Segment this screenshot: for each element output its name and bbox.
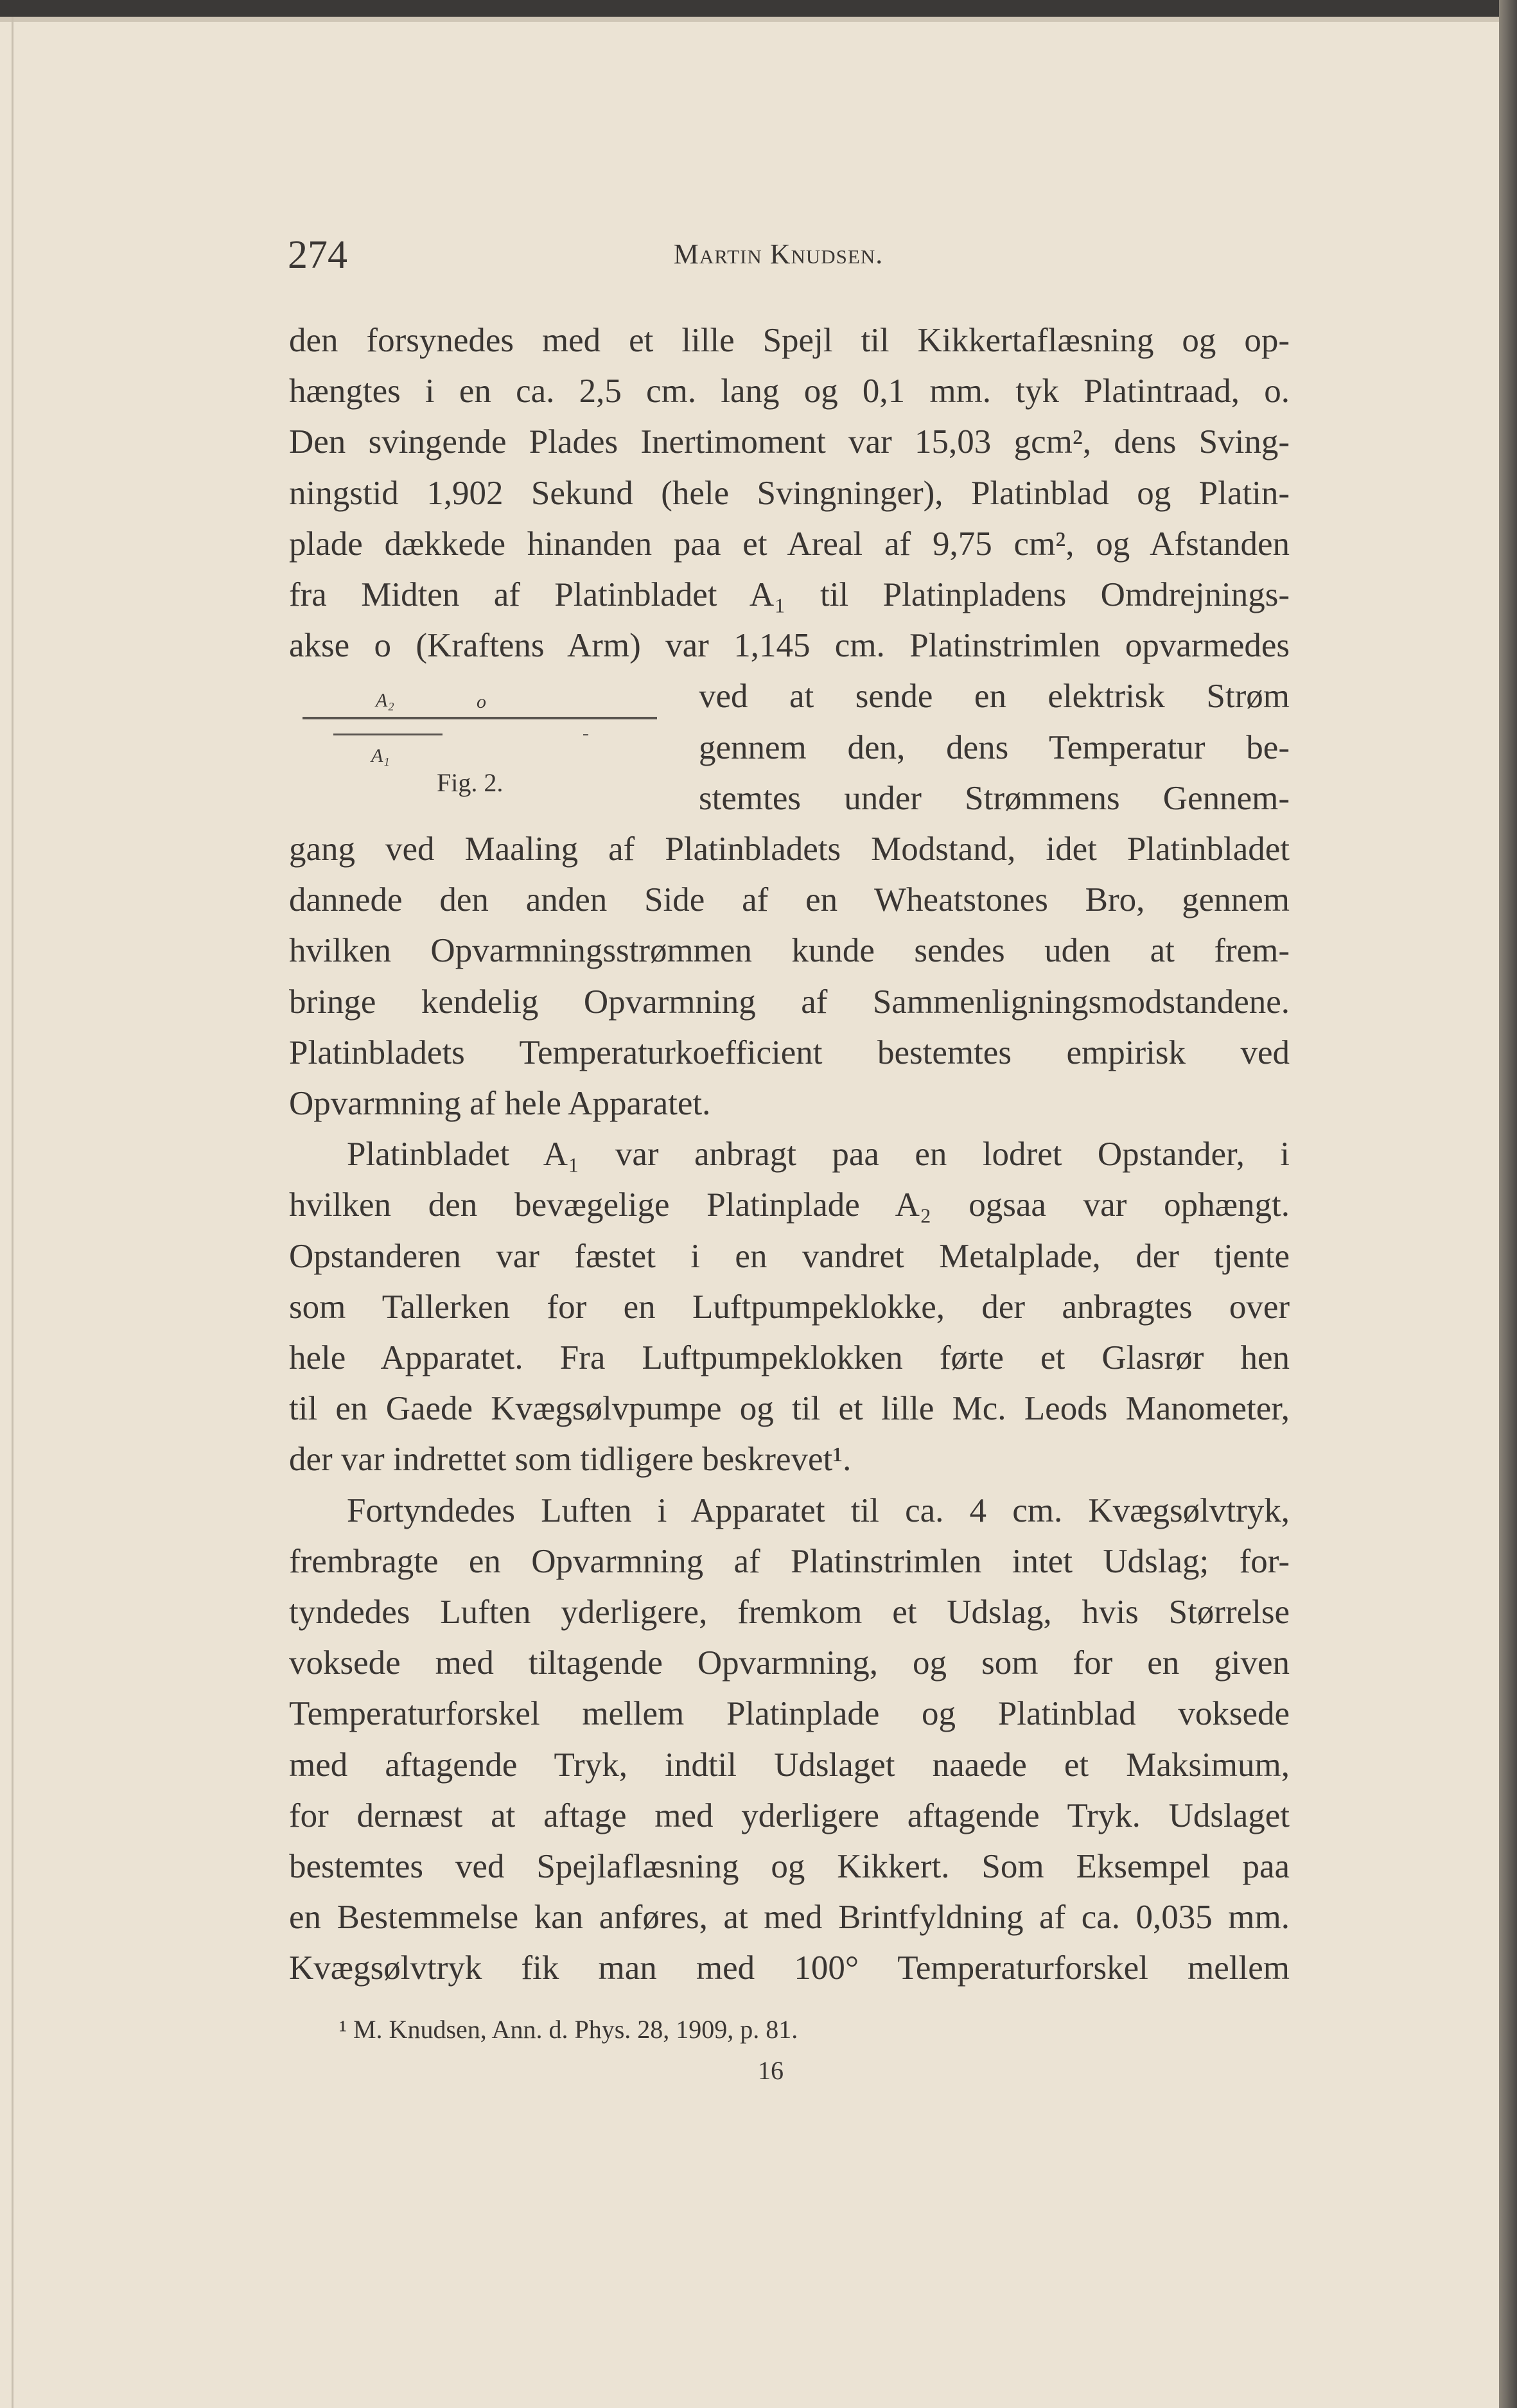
- footnote: ¹ M. Knudsen, Ann. d. Phys. 28, 1909, p. 81.: [339, 2015, 798, 2044]
- text-line: for dernæst at aftage med yderligere aftagende Tryk. Udslaget: [289, 1797, 1290, 1834]
- label-pivot: o: [477, 691, 486, 712]
- running-head: Martin Knudsen.: [673, 238, 884, 270]
- text-line: bestemtes ved Spejlaflæsning og Kikkert. Som Eksempel paa: [289, 1848, 1290, 1885]
- text-line: bringe kendelig Opvarmning af Sammenligningsmodstandene.: [289, 983, 1290, 1021]
- text-line: hvilken den bevægelige Platinplade A₂ ogsaa var ophængt.: [289, 1186, 1290, 1224]
- text-line: Fortyndedes Luften i Apparatet til ca. 4 cm. Kvægsølvtryk,: [347, 1491, 1290, 1529]
- text-line: Temperaturforskel mellem Platinplade og Platinblad voksede: [289, 1695, 1290, 1733]
- text-line: som Tallerken for en Luftpumpeklokke, der anbragtes over: [289, 1288, 1290, 1326]
- text-line: akse o (Kraftens Arm) var 1,145 cm. Platinstrimlen opvarmedes: [289, 627, 1290, 665]
- text-line: hvilken Opvarmningsstrømmen kunde sendes uden at frem-: [289, 932, 1290, 970]
- text-line: Den svingende Plades Inertimoment var 15,03 gcm², dens Sving-: [289, 423, 1290, 461]
- text-line: gennem den, dens Temperatur be-: [699, 728, 1290, 766]
- scan-top-border: [0, 0, 1517, 17]
- text-line: Platinbladets Temperaturkoefficient bestemtes empirisk ved: [289, 1033, 1290, 1071]
- label-a1: A₁: [371, 745, 390, 766]
- text-line: frembragte en Opvarmning af Platinstrimlen intet Udslag; for-: [289, 1542, 1290, 1580]
- text-line: plade dækkede hinanden paa et Areal af 9,75 cm², og Afstanden: [289, 525, 1290, 563]
- text-line: gang ved Maaling af Platinbladets Modstand, idet Platinbladet: [289, 830, 1290, 868]
- text-line: ningstid 1,902 Sekund (hele Svingninger), Platinblad og Platin-: [289, 474, 1290, 512]
- text-line: tyndedes Luften yderligere, fremkom et Udslag, hvis Størrelse: [289, 1594, 1290, 1631]
- plate-a2-line: [303, 717, 657, 719]
- page-left-edge: [12, 17, 13, 2408]
- text-line: hængtes i en ca. 2,5 cm. lang og 0,1 mm. tyk Platintraad, o.: [289, 373, 1290, 410]
- text-line: hele Apparatet. Fra Luftpumpeklokken førte et Glasrør hen: [289, 1339, 1290, 1376]
- text-line: voksede med tiltagende Opvarmning, og som for en given: [289, 1644, 1290, 1682]
- text-line: ved at sende en elektrisk Strøm: [699, 678, 1290, 716]
- text-line: der var indrettet som tidligere beskrevet¹.: [289, 1441, 852, 1479]
- text-line: den forsynedes med et lille Spejl til Kikkertaflæsning og op-: [289, 322, 1290, 359]
- page-number: 274: [288, 233, 347, 277]
- page-top-edge: [0, 17, 1517, 22]
- text-line: til en Gaede Kvægsølvpumpe og til et lille Mc. Leods Manometer,: [289, 1390, 1290, 1428]
- text-line: Platinbladet A₁ var anbragt paa en lodret Opstander, i: [347, 1136, 1290, 1173]
- text-line: en Bestemmelse kan anføres, at med Brintfyldning af ca. 0,035 mm.: [289, 1899, 1290, 1937]
- mark: [583, 734, 588, 735]
- text-line: dannede den anden Side af en Wheatstones Bro, gennem: [289, 881, 1290, 919]
- text-line: fra Midten af Platinbladet A₁ til Platinpladens Omdrejnings-: [289, 576, 1290, 613]
- text-line: stemtes under Strømmens Gennem-: [699, 779, 1290, 817]
- scan-right-border: [1499, 0, 1517, 2408]
- plate-a1-line: [333, 734, 443, 735]
- text-line: med aftagende Tryk, indtil Udslaget naaede et Maksimum,: [289, 1746, 1290, 1784]
- text-line: Opstanderen var fæstet i en vandret Metalplade, der tjente: [289, 1237, 1290, 1275]
- label-a2: A₂: [376, 690, 394, 711]
- text-line: Kvægsølvtryk fik man med 100° Temperaturforskel mellem: [289, 1949, 1290, 1987]
- figure-caption: Fig. 2.: [437, 768, 504, 797]
- text-line: Opvarmning af hele Apparatet.: [289, 1085, 711, 1122]
- signature-mark: 16: [758, 2056, 784, 2085]
